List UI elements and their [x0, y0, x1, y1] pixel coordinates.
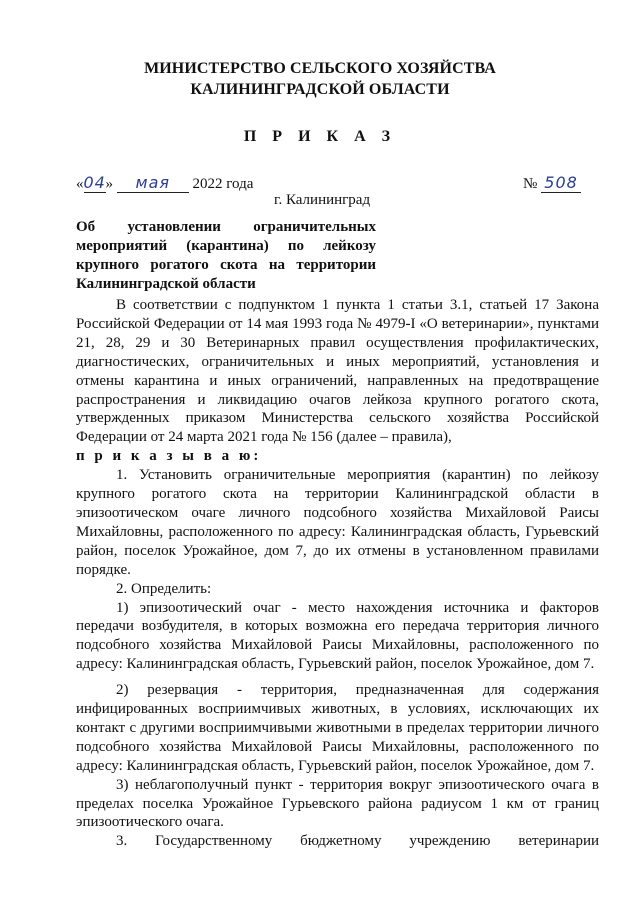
order-date: [76, 173, 253, 193]
order-word: п р и к а з ы в а ю:: [76, 448, 262, 465]
item-2-2-paragraph: 2) резервация - территория, предназначенная для содержания инфицированных восприимчивых животных, в условиях, исключающих их контакт с другими восприимчивыми животными в пределах территории личного подсобного хозяйства Михайловой Раисы Михайловны, расположенного по адресу: Калининградская область, Гурьевский район, поселок Урожайное, дом 7.: [76, 682, 599, 774]
item-1-paragraph: 1. Установить ограничительные мероприятия (карантин) по лейкозу крупного рогатого скота на территории Калининградской области в эпизоотическом очаге личного подсобного хозяйства Михайловой Раисы Михайловны, расположенного по адресу: Калининградская область, Гурьевский район, поселок Урожайное, дом 7, до их отмены в установленном правилами порядке.: [76, 467, 599, 578]
order-title: П Р И К А З: [243, 128, 397, 145]
item-2-3-paragraph: 3) неблагополучный пункт - территория вокруг эпизоотического очага в пределах поселка Урожайное Гурьевского района радиусом 1 км от границ эпизоотического очага.: [76, 776, 599, 831]
item-2-1-paragraph: 1) эпизоотический очаг - место нахождения источника и факторов передачи возбудителя, в которых возможна его передача территория личного подсобного хозяйства Михайловой Раисы Михайловны, расположенного по адресу: Калининградская область, Гурьевский район, поселок Урожайное, дом 7.: [76, 599, 599, 673]
preamble-paragraph: В соответствии с подпунктом 1 пункта 1 статьи 3.1, статьей 17 Закона Российской Федерации от 14 мая 1993 года № 4979-I «О ветеринарии», пунктами 21, 28, 29 и 30 Ветеринарных правил осуществления профилактических, диагностических, ограничительных и иных мероприятий, установления и отмены карантина и иных ограничений, направленных на предотвращение распространения и ликвидацию очагов лейкоза крупного рогатого скота, утвержденных приказом Министерства сельского хозяйства Российской Федерации от 24 марта 2021 года № 156 (далее – правила),: [76, 297, 599, 446]
number-value: 508: [541, 173, 581, 193]
ministry-header: [0, 58, 640, 100]
order-body: [76, 296, 599, 851]
ministry-name-line1: МИНИСТЕРСТВО СЕЛЬСКОГО ХОЗЯЙСТВА: [144, 60, 496, 77]
date-close-quote: »: [105, 176, 113, 192]
date-month: мая: [117, 173, 189, 193]
item-2-paragraph: 2. Определить:: [116, 580, 212, 597]
city: г. Калининград: [274, 192, 371, 208]
number-label: №: [523, 176, 538, 192]
date-year: 2022 года: [192, 176, 254, 192]
item-3-paragraph: 3. Государственному бюджетному учреждению ветеринарии: [116, 833, 599, 850]
order-number: [523, 173, 581, 193]
ministry-name-line2: КАЛИНИНГРАДСКОЙ ОБЛАСТИ: [190, 81, 450, 98]
date-open-quote: «: [76, 176, 84, 192]
date-day: 04: [83, 173, 106, 192]
order-subject: Об установлении ограничительных мероприятий (карантина) по лейкозу крупного рогатого скота на территории Калининградской области: [76, 219, 376, 292]
